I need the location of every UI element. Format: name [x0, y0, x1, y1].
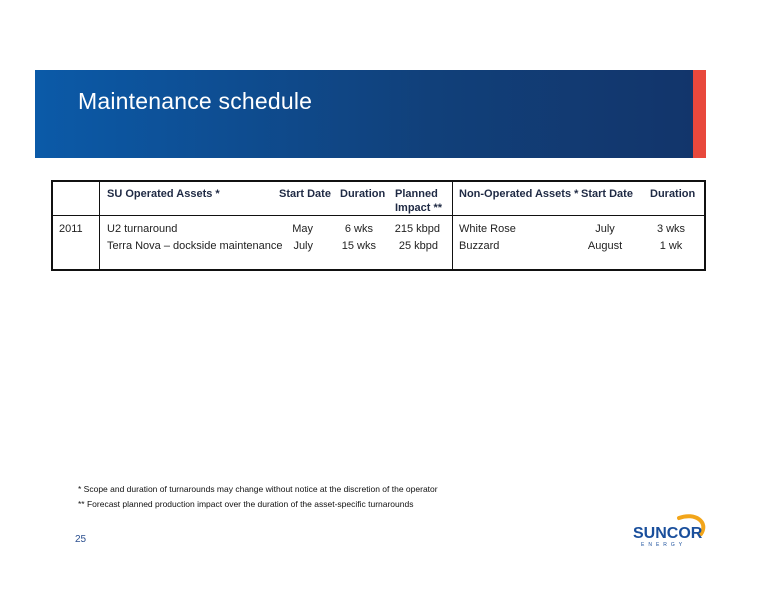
slide-title: Maintenance schedule [78, 88, 313, 114]
logo-tagline: ENERGY [641, 542, 687, 548]
su-asset-cell: U2 turnaround [107, 223, 178, 235]
header-planned-impact-line2: Impact ** [395, 202, 443, 214]
header-non-op-assets: Non-Operated Assets * [459, 188, 579, 200]
non-op-duration-cell: 3 wks [656, 223, 686, 235]
header-su-duration: Duration [340, 188, 386, 200]
su-duration-cell: 6 wks [344, 223, 373, 235]
non-op-duration-cell: 1 wk [659, 240, 683, 252]
su-impact-cell: 25 kbpd [398, 240, 438, 252]
non-op-asset-cell: White Rose [459, 223, 516, 235]
suncor-logo [633, 514, 709, 548]
header-non-op-duration: Duration [650, 188, 696, 200]
header-su-assets: SU Operated Assets * [107, 188, 220, 200]
header-planned-impact-line1: Planned [395, 188, 438, 200]
footnote-impact: ** Forecast planned production impact over the duration of the asset-specific turnarounds [78, 499, 414, 509]
header-non-op-start-date: Start Date [581, 188, 633, 200]
su-duration-cell: 15 wks [341, 240, 376, 252]
header-divider [53, 215, 704, 216]
operator-group-divider [452, 182, 453, 269]
su-start-cell: May [292, 223, 313, 235]
non-op-start-cell: August [587, 240, 623, 252]
title-accent-stripe [693, 70, 706, 158]
footnote-scope: * Scope and duration of turnarounds may change without notice at the discretion of the operator [78, 484, 438, 494]
suncor-logo-mark [633, 514, 709, 548]
year-cell: 2011 [59, 223, 83, 235]
header-su-start-date: Start Date [279, 188, 331, 200]
non-op-start-cell: July [595, 223, 615, 235]
su-start-cell: July [293, 240, 313, 252]
su-impact-cell: 215 kbpd [394, 223, 440, 235]
page-number: 25 [75, 534, 87, 545]
maintenance-schedule-table [51, 180, 706, 271]
year-column-divider [99, 182, 100, 269]
su-asset-cell: Terra Nova – dockside maintenance [107, 240, 283, 252]
logo-wordmark: SUNCOR [633, 525, 703, 542]
non-op-asset-cell: Buzzard [459, 240, 500, 252]
